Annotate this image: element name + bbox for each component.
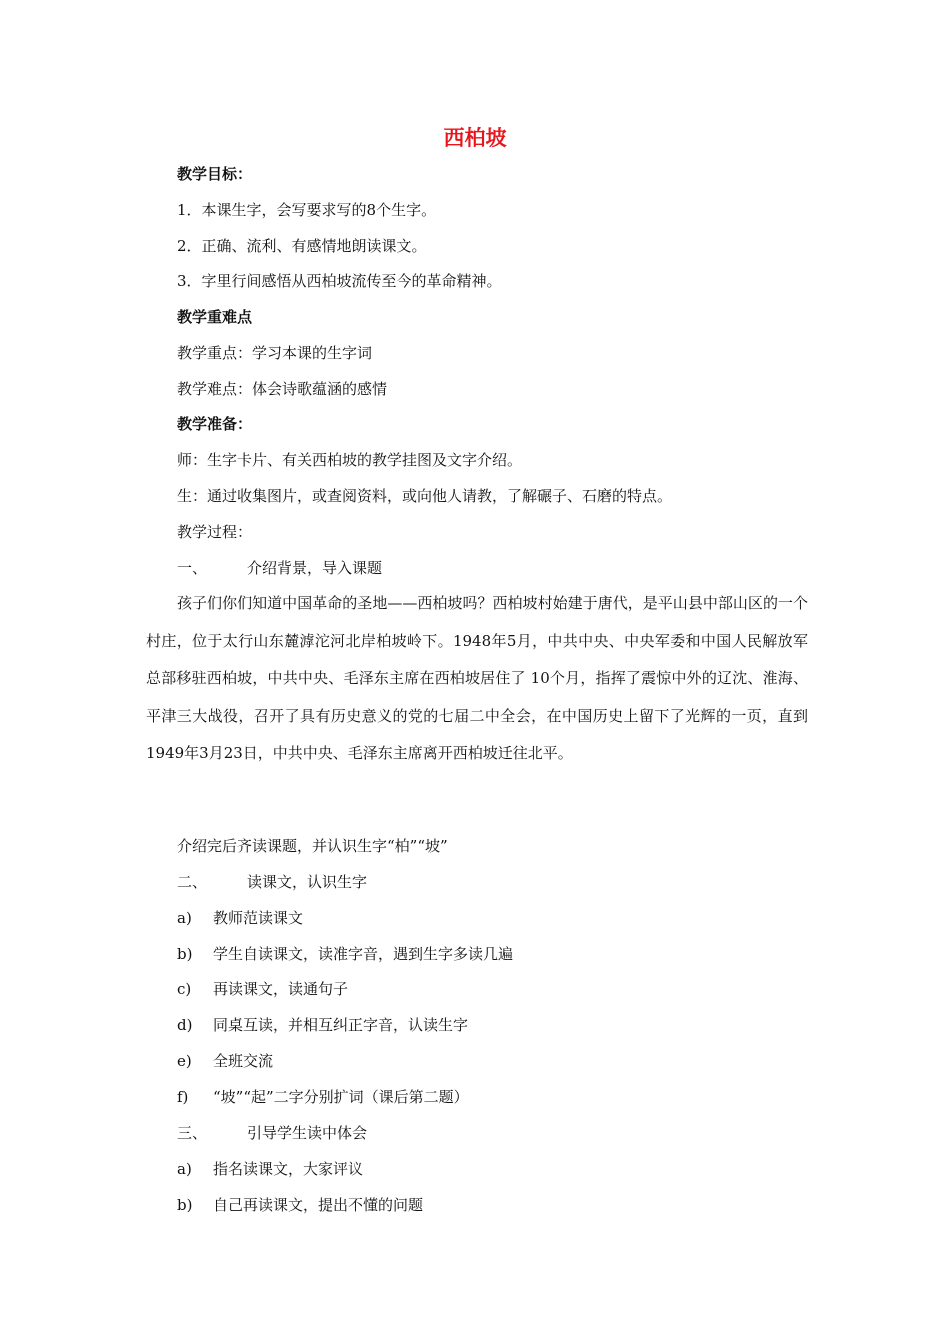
list-item: [177, 1086, 469, 1108]
list-item: [177, 943, 513, 965]
list-label: b): [177, 1196, 193, 1214]
section-heading: [177, 871, 367, 893]
list-item: [177, 1158, 363, 1180]
list-item: [177, 907, 303, 929]
prep-heading: 教学准备：: [177, 415, 253, 433]
list-label: f): [177, 1088, 189, 1106]
list-text: 再读课文，读通句子: [213, 980, 349, 998]
list-text: 指名读课文，大家评议: [213, 1160, 364, 1178]
list-text: 自己再读课文，提出不懂的问题: [213, 1196, 424, 1214]
list-text: 全班交流: [213, 1052, 274, 1070]
list-label: d): [177, 1016, 193, 1034]
list-item: [177, 1050, 273, 1072]
goal-item: 1．本课生字，会写要求写的8个生字。: [177, 201, 437, 219]
list-text: 同桌互读，并相互纠正字音，认读生字: [213, 1016, 469, 1034]
section-title: 引导学生读中体会: [247, 1124, 368, 1142]
after-intro: 介绍完后齐读课题，并认识生字“柏”“坡”: [177, 837, 448, 855]
section-number: 一、: [177, 559, 208, 577]
process-heading: 教学过程：: [177, 523, 253, 541]
list-item: [177, 1014, 468, 1036]
list-label: e): [177, 1052, 192, 1070]
section-heading: [177, 1122, 367, 1144]
page-title: 西柏坡: [443, 125, 507, 150]
key-point: 教学重点：学习本课的生字词: [177, 344, 373, 362]
intro-paragraph: 孩子们你们知道中国革命的圣地——西柏坡吗？西柏坡村始建于唐代，是平山县中部山区的一个村庄，位于太行山东麓滹沱河北岸柏坡岭下。1948年5月，中共中央、中央军委和中国人民解放军总部移驻西柏坡，中共中央、毛泽东主席在西柏坡居住了 10个月，指挥了震惊中外的辽沈、淮海、平津三大战役，召开了具有历史意义的党的七届二中全会，在中国历史上留下了光辉的一页，直到1949年3月23日，中共中央、毛泽东主席离开西柏坡迁往北平。: [146, 594, 808, 762]
key-heading: 教学重难点: [177, 308, 253, 326]
list-item: [177, 1194, 423, 1216]
goal-item: 3．字里行间感悟从西柏坡流传至今的革命精神。: [177, 272, 502, 290]
list-item: [177, 978, 348, 1000]
list-label: a): [177, 1160, 192, 1178]
list-label: b): [177, 945, 193, 963]
section-title: 介绍背景，导入课题: [247, 559, 383, 577]
list-text: 学生自读课文，读准字音，遇到生字多读几遍: [213, 945, 514, 963]
section-title: 读课文，认识生字: [247, 873, 368, 891]
section-number: 三、: [177, 1124, 208, 1142]
prep-teacher: 师：生字卡片、有关西柏坡的教学挂图及文字介绍。: [177, 451, 523, 469]
section-heading: [177, 557, 382, 579]
list-text: “坡”“起”二字分别扩词（课后第二题）: [213, 1088, 469, 1106]
list-label: a): [177, 909, 192, 927]
goals-heading: 教学目标：: [177, 165, 253, 183]
list-label: c): [177, 980, 192, 998]
list-text: 教师范读课文: [213, 909, 304, 927]
difficult-point: 教学难点：体会诗歌蕴涵的感情: [177, 380, 388, 398]
prep-student: 生：通过收集图片，或查阅资料，或向他人请教，了解碾子、石磨的特点。: [177, 487, 673, 505]
section-number: 二、: [177, 873, 208, 891]
goal-item: 2．正确、流利、有感情地朗读课文。: [177, 237, 427, 255]
